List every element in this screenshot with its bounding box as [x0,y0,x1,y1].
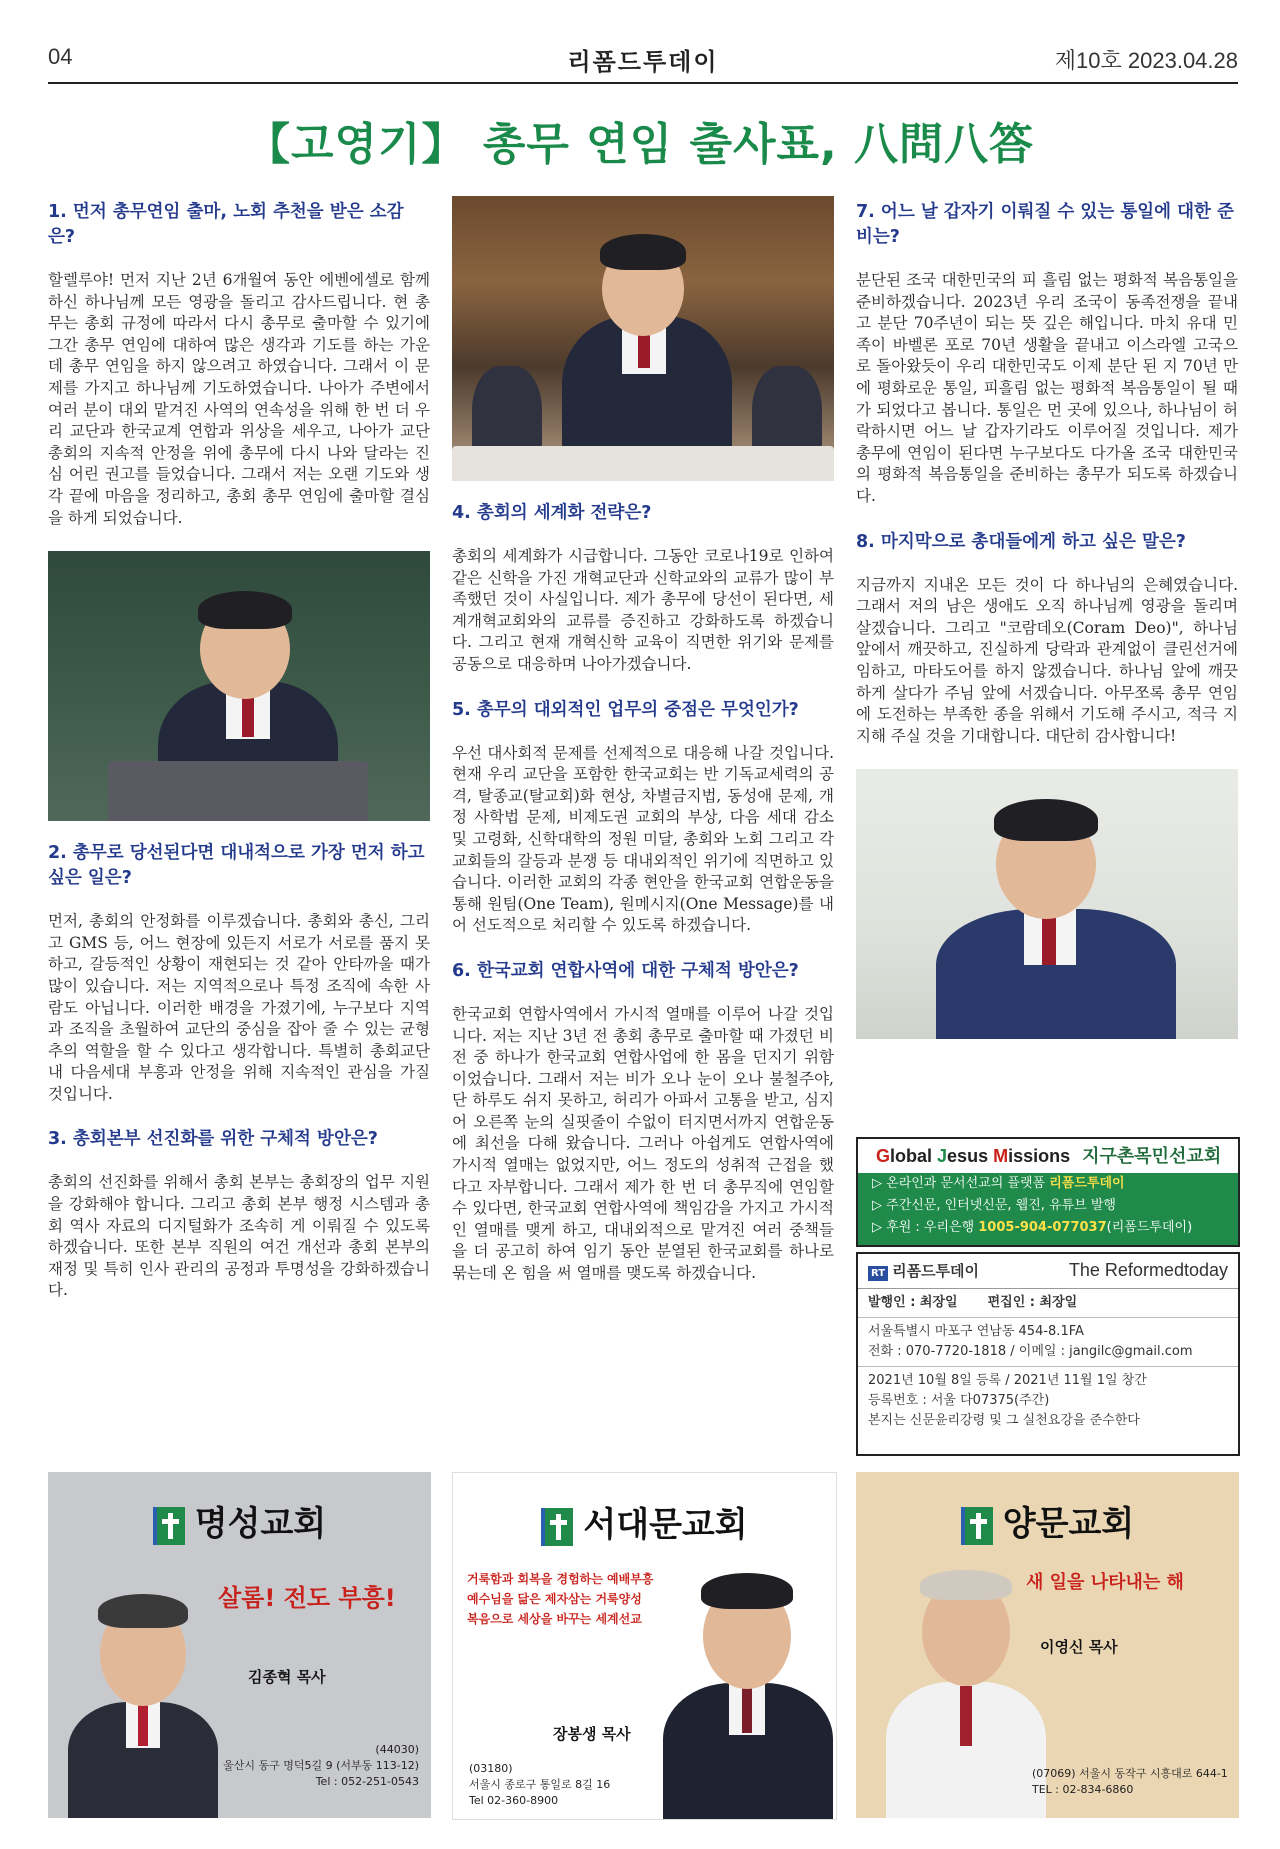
pastor-photo [886,1552,1046,1818]
question-2: 2. 총무로 당선된다면 대내적으로 가장 먼저 하고 싶은 일은? [48,843,425,889]
answer-7: 분단된 조국 대한민국의 피 흘림 없는 평화적 복음통일을 준비하겠습니다. 2023년 우리 조국이 동족전쟁을 끝내고 분단 70주년이 되는 뜻 깊은 해입니다. 마치 유대 민족이 바벨론 포로 70년 생활을 끝내고 이스라엘 고국으로 돌아왔듯이 우리 대한민국도 이제 분단 된 지 70년 만에 평화로운 통일, 피흘림 없는 평화적 복음통일이 될 때가 되었다고 봅니다. 통일은 먼 곳에 있으나, 하나님이 허락하시면 어느 날 갑자기라도 이루어질 것입니다. 제가 총무에 연임이 된다면 누구보다도 다가올 조국 대한민국의 평화적 복음통일을 준비하는 총무가 되도록 하겠습니다. [856,271,1238,505]
pastor-name: 장봉생 목사 [553,1725,631,1743]
pastor-name: 이영신 목사 [1040,1638,1118,1656]
imprint-logo: RT 리폼드투데이 [868,1260,979,1281]
pastor-photo [68,1582,218,1818]
question-5: 5. 총무의 대외적인 업무의 중점은 무엇인가? [452,699,799,720]
answer-2: 먼저, 총회의 안정화를 이루겠습니다. 총회와 총신, 그리고 GMS 등, 어느 현장에 있든지 서로가 서로를 품지 못하고, 갈등적인 상황이 재현되는 것 같아 안타까울 때가 많이 있습니다. 저는 지역적으로나 특정 조직에 속한 사람도 아닙니다. 이러한 배경을 가졌기에, 누구보다 지역과 조직을 초월하여 교단의 중심을 잡아 줄 수 있는 균형추의 역할을 할 수 있다고 생각합니다. 특별히 총회교단 내 다음세대 부흥과 안정을 위해 지속적인 관심을 가질 것입니다. [48,912,430,1103]
column-1 [48,200,430,1324]
question-7: 7. 어느 날 갑자기 이뤄질 수 있는 통일에 대한 준비는? [856,202,1234,247]
photo-speaker-microphone [452,196,834,481]
answer-8: 지금까지 지내온 모든 것이 다 하나님의 은혜였습니다. 그래서 저의 남은 생애도 오직 하나님께 영광을 돌리며 살겠습니다. 그리고 "코람데오(Coram Deo)", 하나님 앞에서 깨끗하고, 진실하게 당락과 관계없이 클린선거에 임하고, 마타도어를 하지 않겠습니다. 하나님 앞에 깨끗하게 살다가 주님 앞에 서겠습니다. 아무쪼록 총무 연임에 도전하는 부족한 종을 위해서 기도해 주시고, 적극 지지해 주실 것을 기대합니다. 대단히 감사합니다! [856,575,1238,745]
question-1: 1. 먼저 총무연임 출마, 노회 추천을 받은 소감은? [48,202,404,247]
page-number: 04 [48,44,73,69]
imprint-english-name: The Reformedtoday [1068,1260,1228,1280]
cross-icon [541,1508,573,1546]
column-3 [856,200,1238,1059]
gjm-title: Global Jesus Missions 지구촌목민선교회 [858,1139,1238,1173]
pastor-photo [663,1563,833,1820]
answer-5: 우선 대사회적 문제를 선제적으로 대응해 나갈 것입니다. 현재 우리 교단을 포함한 한국교회는 반 기독교세력의 공격, 탈종교(탈교회)화 현상, 차별금지법, 동성애 문제, 개정 사학법 문제, 비제도권 교회의 부상, 다음 세대 감소 및 고령화, 신학대학의 정원 미달, 총회와 노회 그리고 각 교회들의 갈등과 분쟁 등 대내외적인 위기에 직면하고 있습니다. 이러한 교회의 각종 현안을 한국교회 연합운동을 통해 원팀(One Team), 원메시지(One Message)를 내어 선도적으로 처리할 수 있도록 하겠습니다. [452,743,834,935]
gjm-line-3: ▷ 후원 : 우리은행 1005-904-077037(리폼드투데이) [872,1220,1193,1235]
church-slogan: 거룩함과 회복을 경험하는 예배부흥 예수님을 닮은 제자삼는 거룩양성 복음으로 세상을 바꾸는 세계선교 [467,1572,654,1626]
church-ad-yangmun [856,1472,1239,1818]
church-name: 서대문교회 [453,1497,836,1546]
church-address: (03180) 서울시 종로구 통일로 8길 16 Tel 02-360-8900 [469,1762,611,1807]
answer-4: 총회의 세계화가 시급합니다. 그동안 코로나19로 인하여 같은 신학을 가진 개혁교단과 신학교와의 교류가 많이 부족했던 것이 사실입니다. 제가 총무에 당선이 된다면, 세계개혁교회와의 교류를 증진하고 강화하도록 하겠습니다. 그리고 현재 개혁신학 교육이 직면한 위기와 문제를 공동으로 대응하며 나아가겠습니다. [452,547,834,673]
cross-icon [153,1507,185,1545]
imprint-box [856,1252,1240,1456]
church-name: 양문교회 [856,1496,1239,1545]
cross-icon [961,1507,993,1545]
photo-smiling-portrait [856,769,1238,1039]
church-address: (44030) 울산시 동구 명덕5길 9 (서부동 113-12) Tel : 052-251-0543 [223,1743,419,1788]
gjm-line-1: ▷ 온라인과 문서선교의 플랫폼 리폼드투데이 [872,1176,1125,1191]
question-4: 4. 총회의 세계화 전략은? [452,503,652,523]
masthead-logo: 리폼드투데이 [567,48,719,76]
page-header [48,38,1238,84]
imprint-registration: 2021년 10월 8일 등록 / 2021년 11월 1일 창간 등록번호 : 서울 다07375(주간) 본지는 신문윤리강령 및 그 실천요강을 준수한다 [868,1373,1147,1428]
gjm-ad-box [856,1137,1240,1247]
article-headline: 【고영기】 총무 연임 출사표, 八問八答 [245,119,1035,170]
church-slogan: 새 일을 나타내는 해 [1026,1572,1184,1593]
answer-3: 총회의 선진화를 위해서 총회 본부는 총회장의 업무 지원을 강화해야 합니다. 그리고 총회 본부 행정 시스템과 총회 역사 자료의 디지털화가 조속히 게 이뤄질 수 있도록 하겠습니다. 또한 본부 직원의 여건 개선과 총회 본부의 재정 및 특히 인사 관리의 공정과 투명성을 강화하겠습니다. [48,1173,430,1300]
imprint-contact: 서울특별시 마포구 연남동 454-8.1FA 전화 : 070-7720-1818 / 이메일 : jangilc@gmail.com [858,1318,1238,1367]
question-8: 8. 마지막으로 총대들에게 하고 싶은 말은? [856,531,1186,552]
church-name: 명성교회 [48,1496,431,1545]
column-2 [452,200,834,1307]
question-3: 3. 총회본부 선진화를 위한 구체적 방안은? [48,1129,378,1150]
answer-1: 할렐루야! 먼저 지난 2년 6개월여 동안 에벤에셀로 함께 하신 하나님께 모든 영광을 돌리고 감사드립니다. 현 총무는 총회 규정에 따라서 다시 총무로 출마할 수 있기에 그간 총무 연임에 대하여 많은 생각과 기도를 하는 가운데 총무 연임을 하지 않으려고 하였습니다. 그래서 이 문제를 가지고 하나님께 기도하였습니다. 나아가 주변에서 여러 분이 대외 맡겨진 사역의 연속성을 위해 한 번 더 우리 교단과 한국교계 연합과 위상을 세우고, 나아가 교단총회의 지속적 안정을 위에 총무에 다시 나와 달라는 진심 어린 권고를 들었습니다. 그래서 저는 오랜 기도와 생각 끝에 마음을 정리하고, 총회 총무 연임에 출마할 결심을 하게 되었습니다. [48,271,430,527]
church-address: (07069) 서울시 동작구 시흥대로 644-1 TEL : 02-834-6860 [1032,1767,1228,1796]
church-slogan: 살롬! 전도 부흥! [218,1584,396,1612]
imprint-people: 발행인 : 최장일 편집인 : 최장일 [858,1289,1238,1318]
pastor-name: 김종혁 목사 [248,1668,326,1686]
gjm-line-2: ▷ 주간신문, 인터넷신문, 웹진, 유튜브 발행 [872,1198,1116,1213]
issue-date: 제10호 2023.04.28 [1054,48,1238,73]
church-ad-seodaemun [452,1472,837,1820]
answer-6: 한국교회 연합사역에서 가시적 열매를 이루어 나갈 것입니다. 저는 지난 3년 전 총회 총무로 출마할 때 가졌던 비전 중 하나가 한국교회 연합사업에 한 몸을 던지기 위함이었습니다. 그래서 저는 비가 오나 눈이 오나 불철주야, 단 하루도 쉬지 못하고, 허리가 아파서 고통을 받고, 심지어 오른쪽 눈의 실핏줄이 수없이 터지면서까지 연합운동에 최선을 다해 왔습니다. 그러나 아쉽게도 연합사역에 가시적 열매는 없었지만, 어느 정도의 성취적 근접을 했다고 자부합니다. 그래서 제가 한 번 더 총무직에 연임할 수 있다면, 한국교회 연합사역에 책임감을 가지고 가시적인 열매를 맺게 하고, 대내외적으로 맡겨진 여러 중책들을 더 공고히 하여 임기 동안 분열된 한국교회를 하나로 묶는데 온 힘을 써 열매를 맺도록 하겠습니다. [452,1004,834,1283]
photo-speaker-podium [48,551,430,821]
question-6: 6. 한국교회 연합사역에 대한 구체적 방안은? [452,960,799,981]
church-ad-myungsung [48,1472,431,1818]
